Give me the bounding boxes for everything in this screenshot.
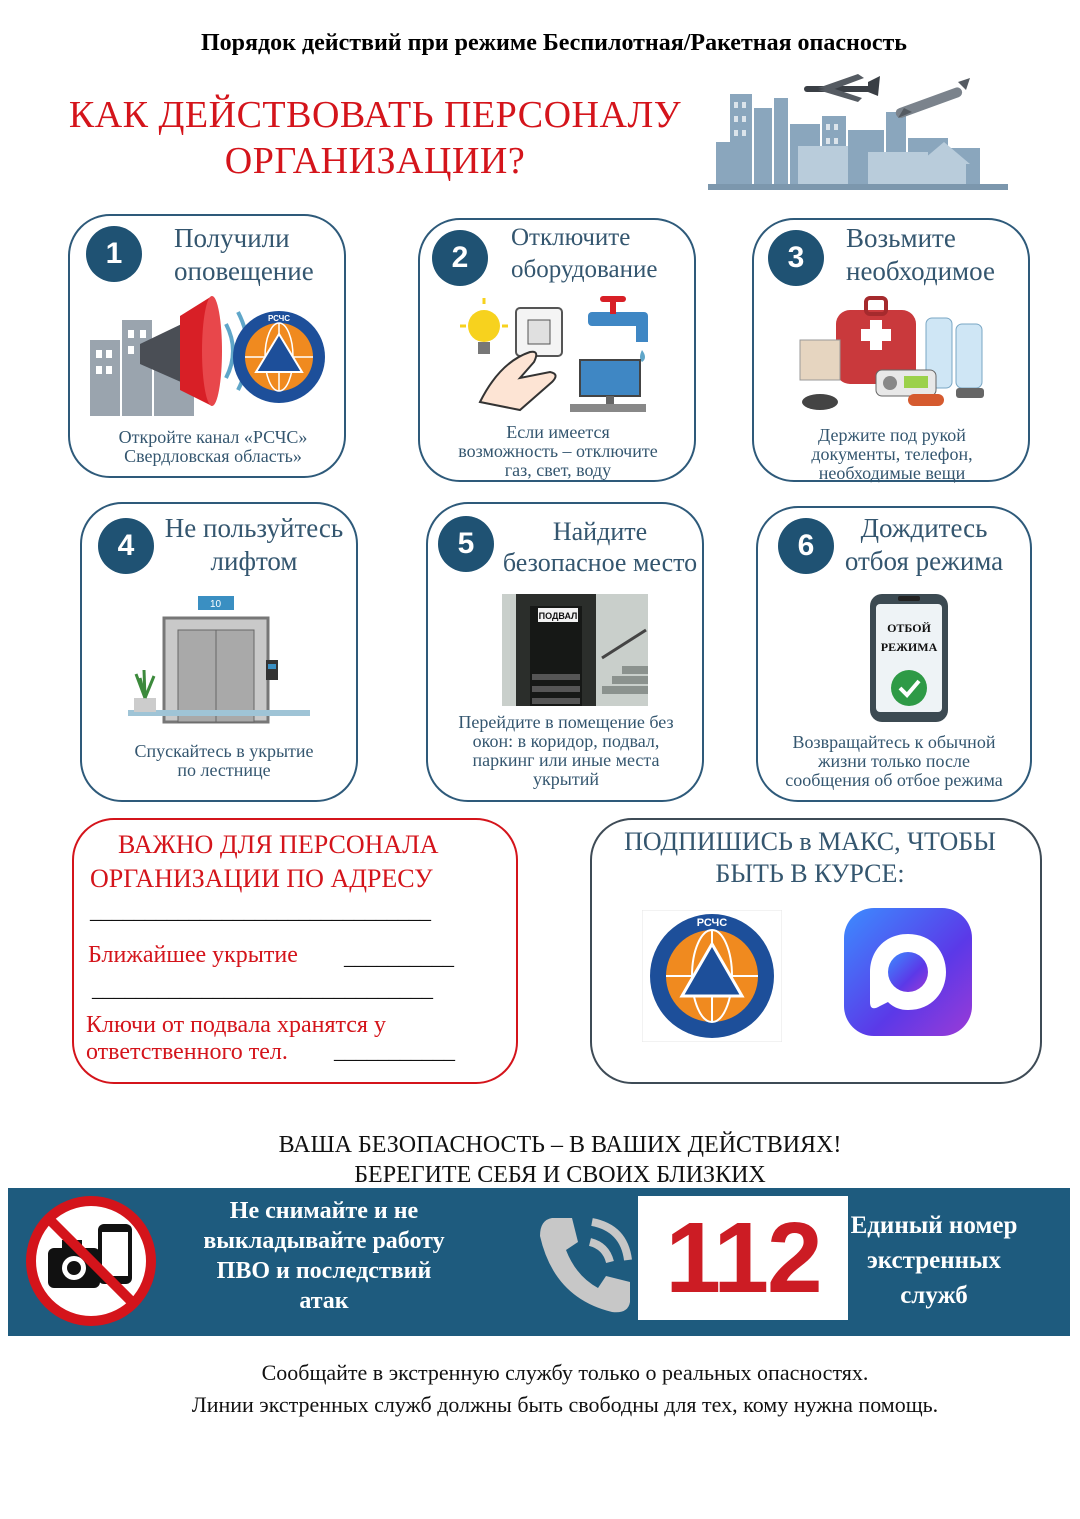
phone-call-icon [532,1208,640,1320]
step-4-title: Не пользуйтесь лифтом [164,513,344,576]
emergency-kit-icon [796,290,1006,420]
rschs-logo-icon [232,310,326,404]
step-number-1: 1 [86,226,142,282]
city-drones-illustration [708,68,1008,192]
phone-all-clear-icon [868,592,950,724]
footer-line-2: Линии экстренных служб должны быть свободны для тех, кому нужна помощь. [191,1392,939,1417]
step-number-4: 4 [98,518,154,574]
step-number-6: 6 [778,518,834,574]
step-number-5: 5 [438,516,494,572]
basement-stairs-icon [502,594,648,706]
svg-text:РСЧС: РСЧС [696,917,728,929]
safety-slogan: ВАША БЕЗОПАСНОСТЬ – В ВАШИХ ДЕЙСТВИЯХ! БЕРЕГИТЕ СЕБЯ И СВОИХ БЛИЗКИХ [278,1132,842,1188]
step-6-title: Дождитесь отбоя режима [844,513,1004,576]
step-1-note: Откройте канал «РСЧС» Свердловская область» [118,427,308,466]
svg-text:ОТБОЙ: ОТБОЙ [887,621,931,635]
switch-off-equipment-icon [460,292,670,422]
svg-text:ПОДВАЛ: ПОДВАЛ [538,611,578,621]
main-heading: КАК ДЕЙСТВОВАТЬ ПЕРСОНАЛУ ОРГАНИЗАЦИИ? [68,94,682,182]
shelter-address-blank[interactable]: _______________________________ [92,976,433,1001]
rschs-channel-logo[interactable] [642,910,782,1042]
keys-phone-blank[interactable]: ___________ [334,1038,455,1063]
emergency-service-label: Единый номер экстренных служб [850,1212,1018,1309]
step-2-note: Если имеется возможность – отключите газ, свет, воду [458,422,658,480]
step-2-title: Отключите оборудование [511,224,658,283]
lightbulb-icon [460,298,508,354]
important-heading: ВАЖНО ДЛЯ ПЕРСОНАЛА ОРГАНИЗАЦИИ ПО АДРЕСУ [90,830,439,893]
computer-icon [570,360,646,412]
step-5-note: Перейдите в помещение без окон: в коридор, подвал, паркинг или иные места укрытий [458,712,674,789]
checkmark-icon [891,670,927,706]
svg-text:РЕЖИМА: РЕЖИМА [880,640,938,654]
step-4-note: Спускайтесь в укрытие по лестнице [134,741,314,780]
drone-icon [804,74,880,102]
subscribe-text: ПОДПИШИСЬ в МАКС, ЧТОБЫ БЫТЬ В КУРСЕ: [624,827,996,888]
svg-text:10: 10 [210,599,222,610]
elevator-icon [124,594,314,730]
no-photo-icon [26,1196,156,1326]
max-messenger-icon[interactable] [842,906,974,1038]
no-filming-warning: Не снимайте и не выкладывайте работу ПВО и последствий атак [203,1198,445,1314]
step-1-title: Получили оповещение [174,223,314,286]
step-3-title: Возьмите необходимое [846,223,995,286]
step-5-title: Найдите безопасное место [502,517,698,577]
emergency-number[interactable]: 112 [638,1196,848,1320]
svg-text:РСЧС: РСЧС [267,314,291,323]
footer-line-1: Сообщайте в экстренную службу только о реальных опасностях. [261,1360,869,1385]
keys-label: Ключи от подвала хранятся у ответственного тел. [86,1012,386,1065]
address-blank[interactable]: _______________________________ [90,898,431,923]
step-number-2: 2 [432,230,488,286]
missile-icon [894,78,970,119]
step-number-3: 3 [768,230,824,286]
step-3-note: Держите под рукой документы, телефон, необходимые вещи [811,425,973,483]
shelter-blank[interactable]: __________ [344,944,454,969]
document-title: Порядок действий при режиме Беспилотная/Ракетная опасность [200,30,907,56]
step-6-note: Возвращайтесь к обычной жизни только после сообщения об отбое режима [785,732,1003,790]
plant-icon [134,670,156,712]
faucet-icon [588,296,648,362]
shelter-label: Ближайшее укрытие [88,942,298,968]
